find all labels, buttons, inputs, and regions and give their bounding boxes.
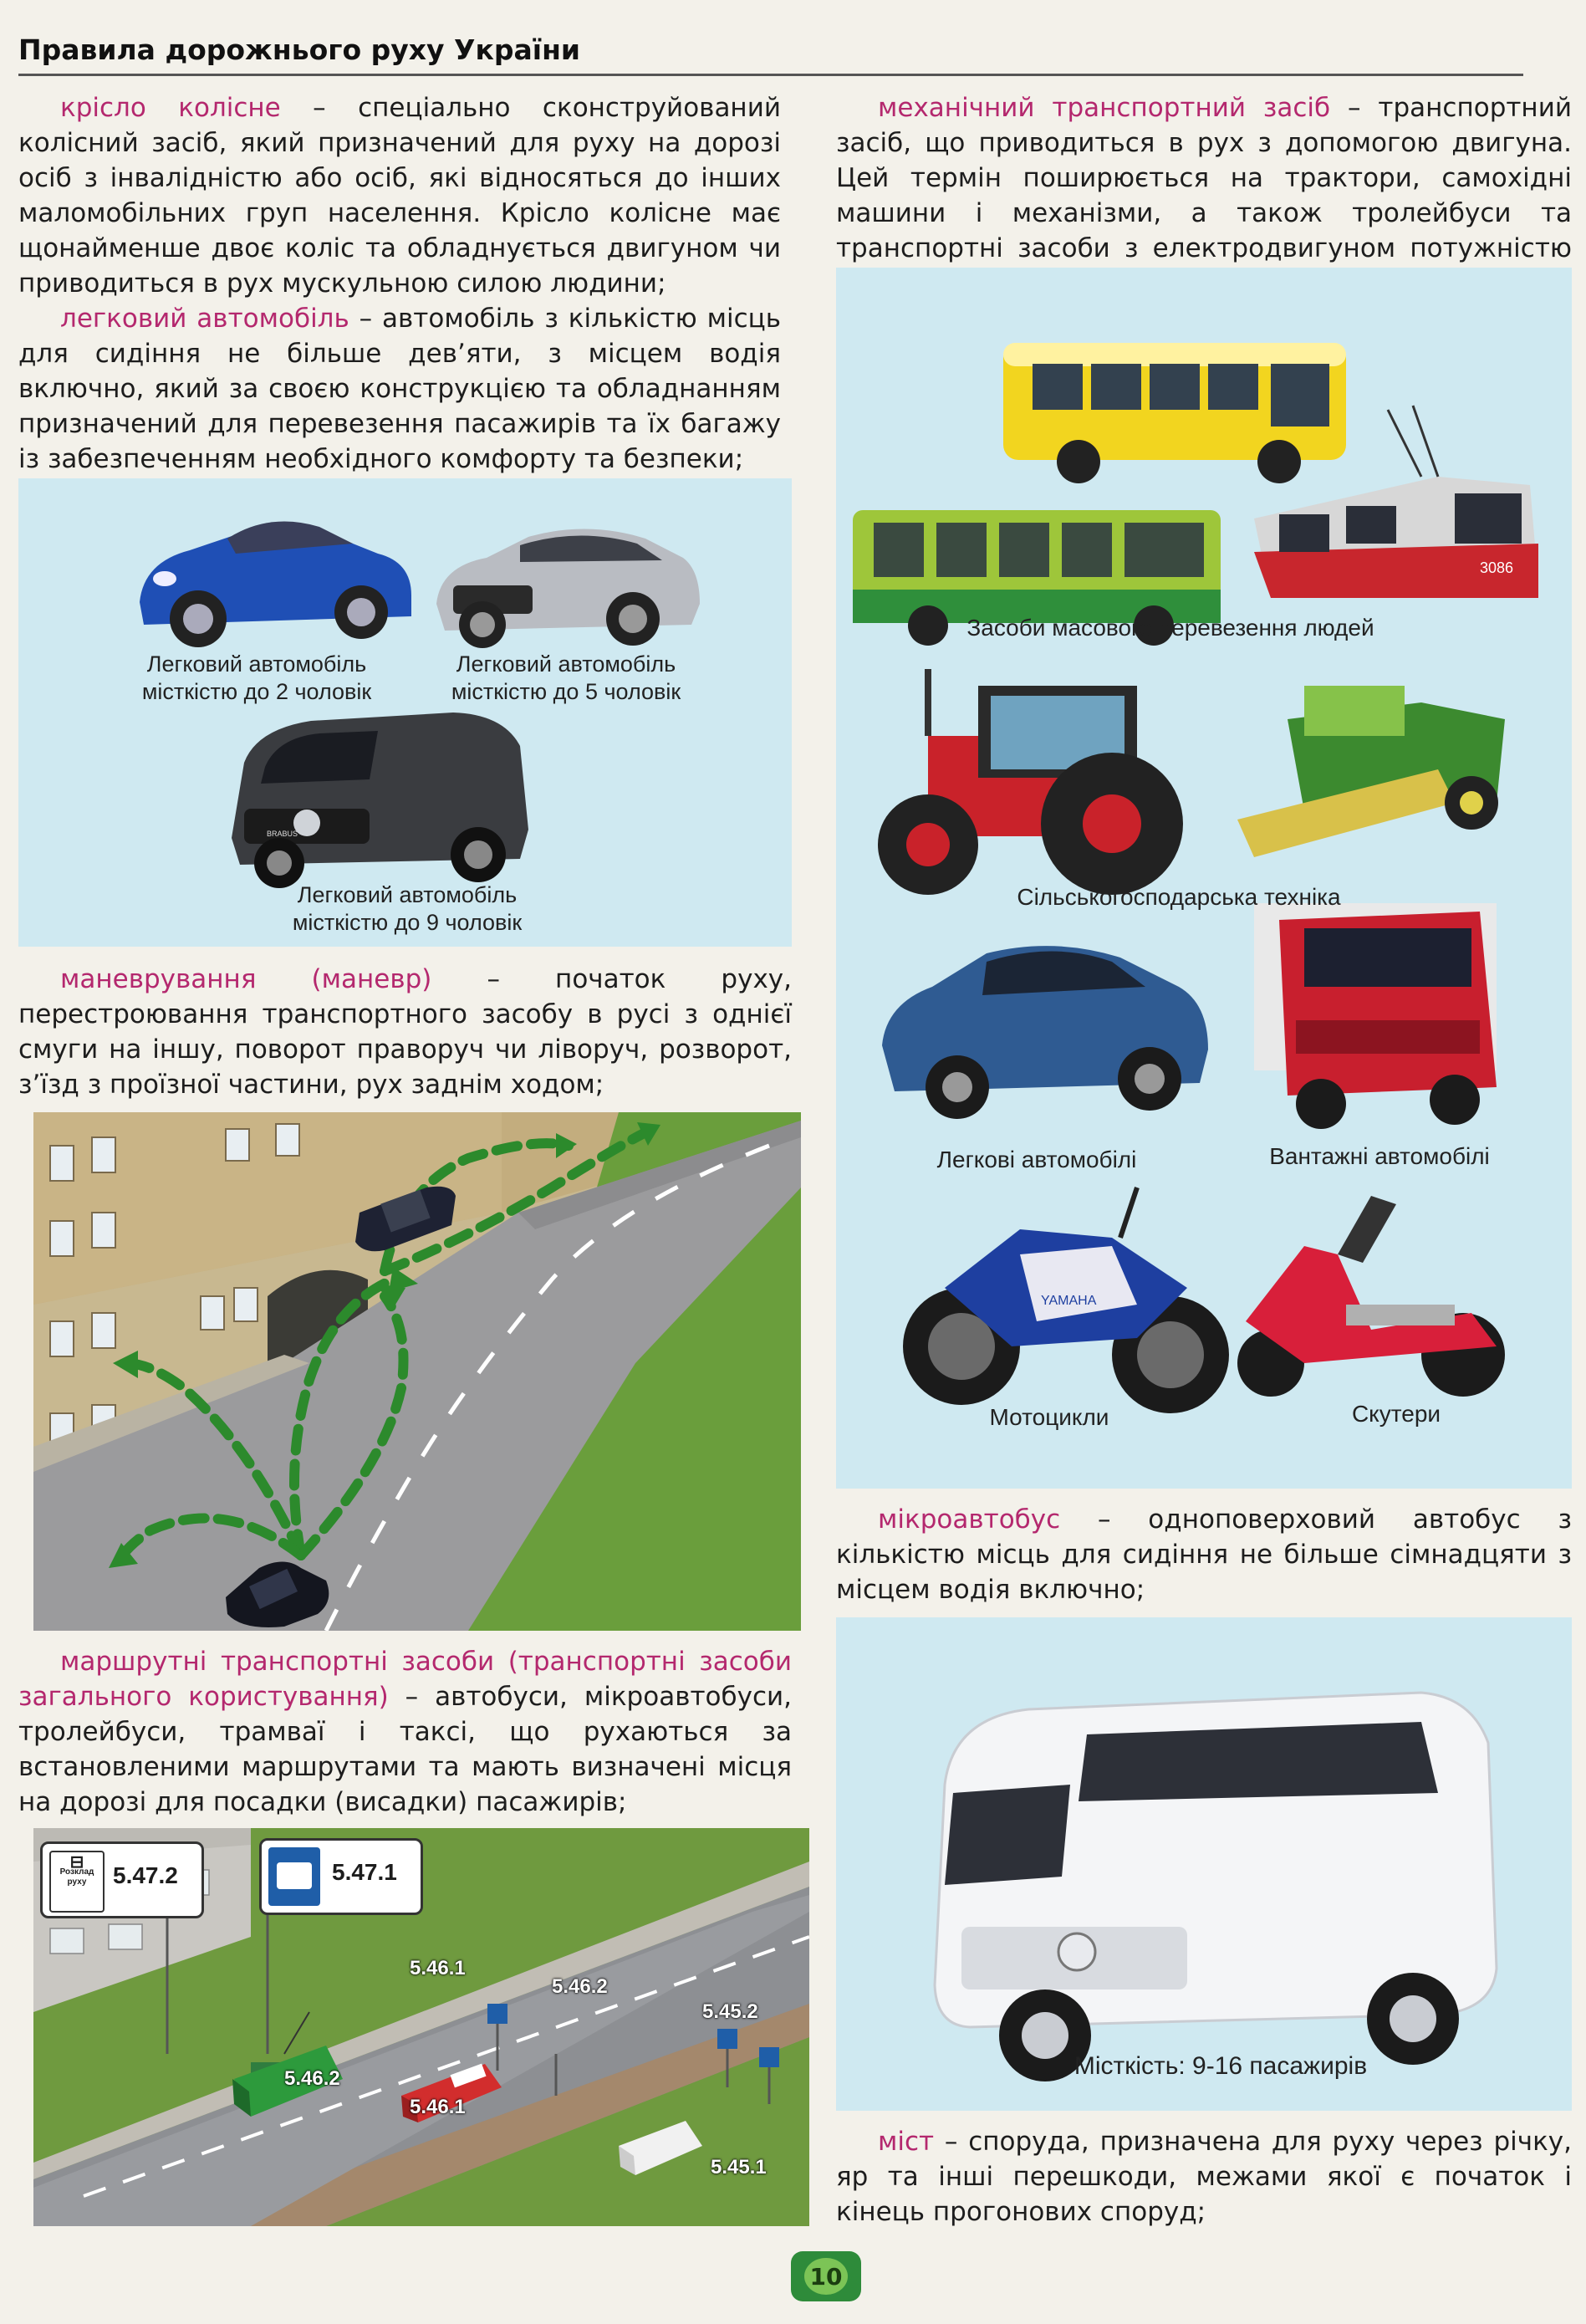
passenger-cars-illustration bbox=[18, 478, 792, 947]
passenger-car-image bbox=[882, 946, 1208, 1119]
term-passenger-car: легковий автомобіль bbox=[60, 304, 349, 334]
definition-motor-vehicle: механічний транспортний засіб – транспортний засіб, що приводиться в рух з допомогою двигуна. Цей термін поширюється на трактори, самохідні машини і механізми, а також тролейбуси та транспортні засоби з електродвигуном потужністю bbox=[836, 93, 1572, 263]
moto-brand: YAMAHA bbox=[1041, 1294, 1097, 1308]
page-number-badge bbox=[791, 2251, 861, 2301]
caption-passenger-cars: Легкові автомобілі bbox=[936, 1147, 1137, 1172]
tram-number: 3086 bbox=[1480, 559, 1514, 576]
sedan-car-image bbox=[436, 529, 700, 648]
caption-minibus-capacity: Місткість: 9-16 пасажирів bbox=[1073, 2052, 1368, 2080]
running-header bbox=[18, 30, 1523, 76]
trolleybus-stop-icon bbox=[268, 1847, 320, 1906]
definition-minibus: мікроавтобус – одноповерховий автобус з кількістю місць для сидіння не більше сімнадцяти з місцем водія включно; bbox=[836, 1504, 1572, 1605]
roadster-car-image bbox=[140, 522, 411, 647]
sign-5-47-2: ⊟ Розклад руху 5.47.2 bbox=[40, 1841, 204, 1918]
label-5-45-1: 5.45.1 bbox=[711, 2156, 767, 2178]
label-5-45-2: 5.45.2 bbox=[702, 2000, 758, 2023]
combine-harvester-image bbox=[1237, 686, 1505, 857]
motor-vehicles-illustration bbox=[836, 268, 1572, 1489]
trolleybus-timetable-icon: ⊟ Розклад руху bbox=[49, 1851, 105, 1913]
sign-5-47-1: 5.47.1 bbox=[259, 1838, 423, 1915]
minivan-car-image bbox=[232, 713, 528, 888]
caption-trucks: Вантажні автомобілі bbox=[1269, 1143, 1490, 1169]
definition-route-vehicles: маршрутні транспортні засоби (транспортні засоби загального користування) – автобуси, мікроавтобуси, тролейбуси, трамваї і таксі, що рухаються за встановленими маршрутами та мають визначені місця на дорозі для посадки (висадки) пасажирів; bbox=[18, 1647, 792, 1817]
scooter-image bbox=[1237, 1196, 1505, 1397]
bus-image bbox=[1003, 343, 1346, 483]
truck-image bbox=[1254, 903, 1497, 1129]
definition-bridge: міст – споруда, призначена для руху через річку, яр та інші перешкоди, межами якої є початок і кінець прогонових споруд; bbox=[836, 2127, 1572, 2227]
header-title: Правила дорожнього руху України bbox=[18, 33, 581, 66]
minibus-illustration bbox=[836, 1617, 1572, 2111]
motor-vehicles-panel bbox=[836, 268, 1572, 1489]
caption-mass-transport: Засоби масового перевезення людей bbox=[966, 615, 1374, 641]
page-number: 10 bbox=[804, 2258, 848, 2295]
term-wheelchair: крісло колісне bbox=[60, 93, 281, 123]
caption-car-5: Легковий автомобіль місткістю до 5 чоловік bbox=[451, 651, 681, 704]
caption-scooters: Скутери bbox=[1351, 1401, 1441, 1427]
passenger-cars-panel bbox=[18, 478, 792, 947]
label-5-46-2-top: 5.46.2 bbox=[552, 1975, 608, 1998]
label-5-46-2-bottom: 5.46.2 bbox=[284, 2067, 340, 2090]
caption-car-9: Легковий автомобіль місткістю до 9 чоловік bbox=[292, 882, 523, 935]
brabus-plate: BRABUS bbox=[267, 830, 298, 838]
caption-car-2: Легковий автомобіль місткістю до 2 чоловік bbox=[141, 651, 372, 704]
term-manoeuvre: маневрування (маневр) bbox=[60, 964, 432, 994]
label-5-46-1-bottom: 5.46.1 bbox=[410, 2096, 466, 2118]
term-minibus: мікроавтобус bbox=[878, 1504, 1061, 1535]
minibus-panel bbox=[836, 1617, 1572, 2111]
definition-manoeuvre: маневрування (маневр) – початок руху, перестроювання транспортного засобу в русі з однієї смуги на іншу, поворот праворуч чи ліворуч, розворот, з’їзд з проїзної частини, рух заднім ходом; bbox=[18, 964, 792, 1100]
caption-agricultural: Сільськогосподарська техніка bbox=[1017, 884, 1341, 910]
definition-wheelchair: крісло колісне – спеціально сконструйований колісний засіб, який призначений для руху на дорозі осіб з інвалідністю або осіб, які відносяться до інших маломобільних груп населення. Крісло колісне має щонайменше двоє коліс та обладнується двигуном чи приводиться в рух мускульною силою людини; легковий автомобіль – автомобіль з кількістю місць для сидіння не більше дев’яти, з місцем водія включно, який за своєю конструкцією та обладнанням призначений для перевезення пасажирів та їх багажу із забезпеченням необхідного комфорту та безпеки; bbox=[18, 93, 781, 474]
term-route-vehicles: маршрутні транспортні засоби (транспортні засоби загального користування) bbox=[18, 1647, 792, 1712]
caption-motorcycles: Мотоцикли bbox=[989, 1404, 1109, 1430]
term-bridge: міст bbox=[878, 2127, 935, 2157]
bus-stops-illustration bbox=[33, 1828, 809, 2226]
motorcycle-image bbox=[903, 1188, 1229, 1413]
term-motor-vehicle: механічний транспортний засіб bbox=[878, 93, 1331, 123]
label-5-46-1-top: 5.46.1 bbox=[410, 1957, 466, 1979]
manoeuvre-illustration bbox=[33, 1112, 801, 1631]
tractor-image bbox=[878, 669, 1183, 895]
